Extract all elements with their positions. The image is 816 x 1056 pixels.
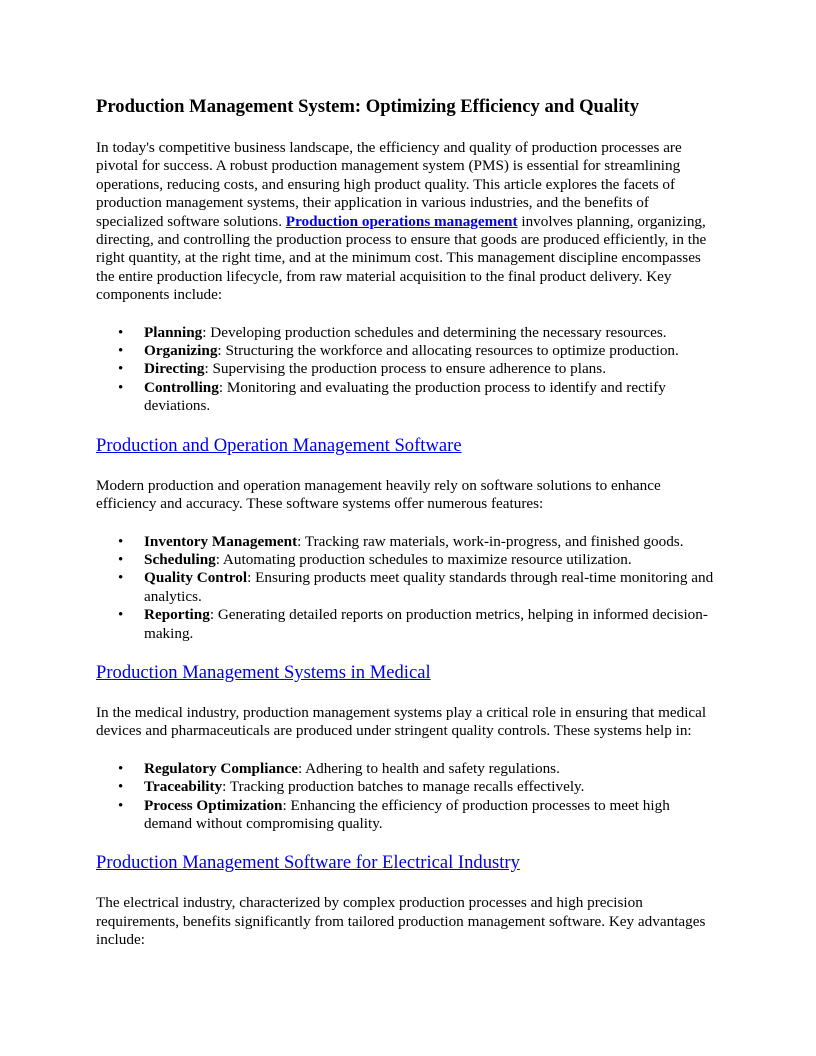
list-item-desc: : Supervising the production process to ensure adherence to plans.	[204, 360, 606, 378]
software-features-list	[96, 533, 720, 643]
list-item	[118, 342, 720, 360]
intro-text-before: In today's competitive business landscape, the efficiency and quality of production processes are pivotal for success. A robust production management system (PMS) is essential for streamlining operations, reducing costs, and ensuring high product quality. This article explores the facets of production management systems, their application in various industries, and the benefits of specialized software solutions.	[96, 139, 682, 230]
list-item-term: Regulatory Compliance	[144, 759, 298, 777]
document-page	[96, 96, 720, 969]
section-heading-medical	[96, 662, 720, 684]
list-item-term: Reporting	[144, 606, 210, 624]
bullet-icon: •	[118, 379, 124, 396]
list-item-term: Traceability	[144, 778, 223, 796]
list-item-desc: : Adhering to health and safety regulations.	[297, 759, 560, 777]
page-title: Production Management System: Optimizing Efficiency and Quality	[96, 96, 639, 117]
list-item-term: Directing	[144, 360, 205, 378]
bullet-icon: •	[118, 607, 124, 624]
software-intro: Modern production and operation management heavily rely on software solutions to enhance efficiency and accuracy. These software systems offer numerous features:	[96, 476, 661, 513]
bullet-icon: •	[118, 533, 124, 550]
list-item-term: Planning	[144, 323, 203, 341]
list-item	[118, 550, 720, 569]
intro-text-after: involves planning, organizing, directing, and controlling the production process to ensure that goods are produced efficiently, in the right quantity, at the right time, and at the minimum cost. This management discipline encompasses the entire production lifecycle, from raw material acquisition to the final product delivery. Key components include:	[96, 212, 707, 304]
bullet-icon: •	[118, 797, 124, 814]
list-item-term: Process Optimization	[144, 796, 283, 814]
list-item-desc: : Ensuring products meet quality standards through real-time monitoring and analytics.	[144, 569, 714, 605]
list-item	[118, 532, 720, 551]
production-operations-management-link[interactable]: Production operations management	[285, 212, 518, 230]
software-heading-link[interactable]: Production and Operation Management Software	[96, 434, 462, 456]
list-item-desc: : Generating detailed reports on production metrics, helping in informed decision-making.	[144, 606, 708, 642]
electrical-intro: The electrical industry, characterized by complex production processes and high precision requirements, benefits significantly from tailored production management software. Key advantages include:	[96, 894, 706, 949]
list-item	[118, 759, 720, 778]
medical-benefits-list	[96, 760, 720, 834]
bullet-icon: •	[118, 551, 124, 568]
list-item-desc: : Monitoring and evaluating the production process to identify and rectify deviations.	[144, 378, 666, 415]
section-heading-electrical	[96, 852, 720, 874]
bullet-icon: •	[118, 760, 124, 777]
bullet-icon: •	[118, 324, 124, 341]
list-item	[118, 360, 720, 378]
list-item-desc: : Structuring the workforce and allocating resources to optimize production.	[217, 342, 679, 360]
intro-paragraph	[96, 139, 720, 305]
list-item-term: Controlling	[144, 378, 219, 396]
list-item-desc: : Enhancing the efficiency of production processes to meet high demand without compromising quality.	[144, 796, 670, 832]
list-item-term: Scheduling	[144, 550, 216, 568]
list-item	[118, 606, 720, 643]
bullet-icon: •	[118, 570, 124, 587]
list-item	[118, 796, 720, 834]
list-item	[118, 323, 720, 342]
bullet-icon: •	[118, 779, 124, 796]
list-item-desc: : Tracking production batches to manage recalls effectively.	[222, 778, 585, 796]
bullet-icon: •	[118, 343, 124, 360]
list-item	[118, 778, 720, 796]
medical-intro: In the medical industry, production management systems play a critical role in ensuring that medical devices and pharmaceuticals are produced under stringent quality controls. These systems help in:	[96, 703, 707, 740]
list-item	[118, 569, 720, 606]
medical-heading-link[interactable]: Production Management Systems in Medical	[96, 661, 431, 683]
components-list	[96, 324, 720, 416]
list-item-desc: : Tracking raw materials, work-in-progress, and finished goods.	[297, 532, 684, 550]
section-heading-software	[96, 435, 720, 457]
electrical-heading-link[interactable]: Production Management Software for Electrical Industry	[96, 852, 520, 874]
list-item	[118, 378, 720, 416]
list-item-term: Inventory Management	[144, 532, 298, 550]
list-item-desc: : Developing production schedules and determining the necessary resources.	[202, 323, 667, 341]
list-item-term: Organizing	[144, 342, 218, 360]
bullet-icon: •	[118, 361, 124, 378]
list-item-term: Quality Control	[144, 569, 248, 587]
list-item-desc: : Automating production schedules to maximize resource utilization.	[215, 550, 632, 568]
